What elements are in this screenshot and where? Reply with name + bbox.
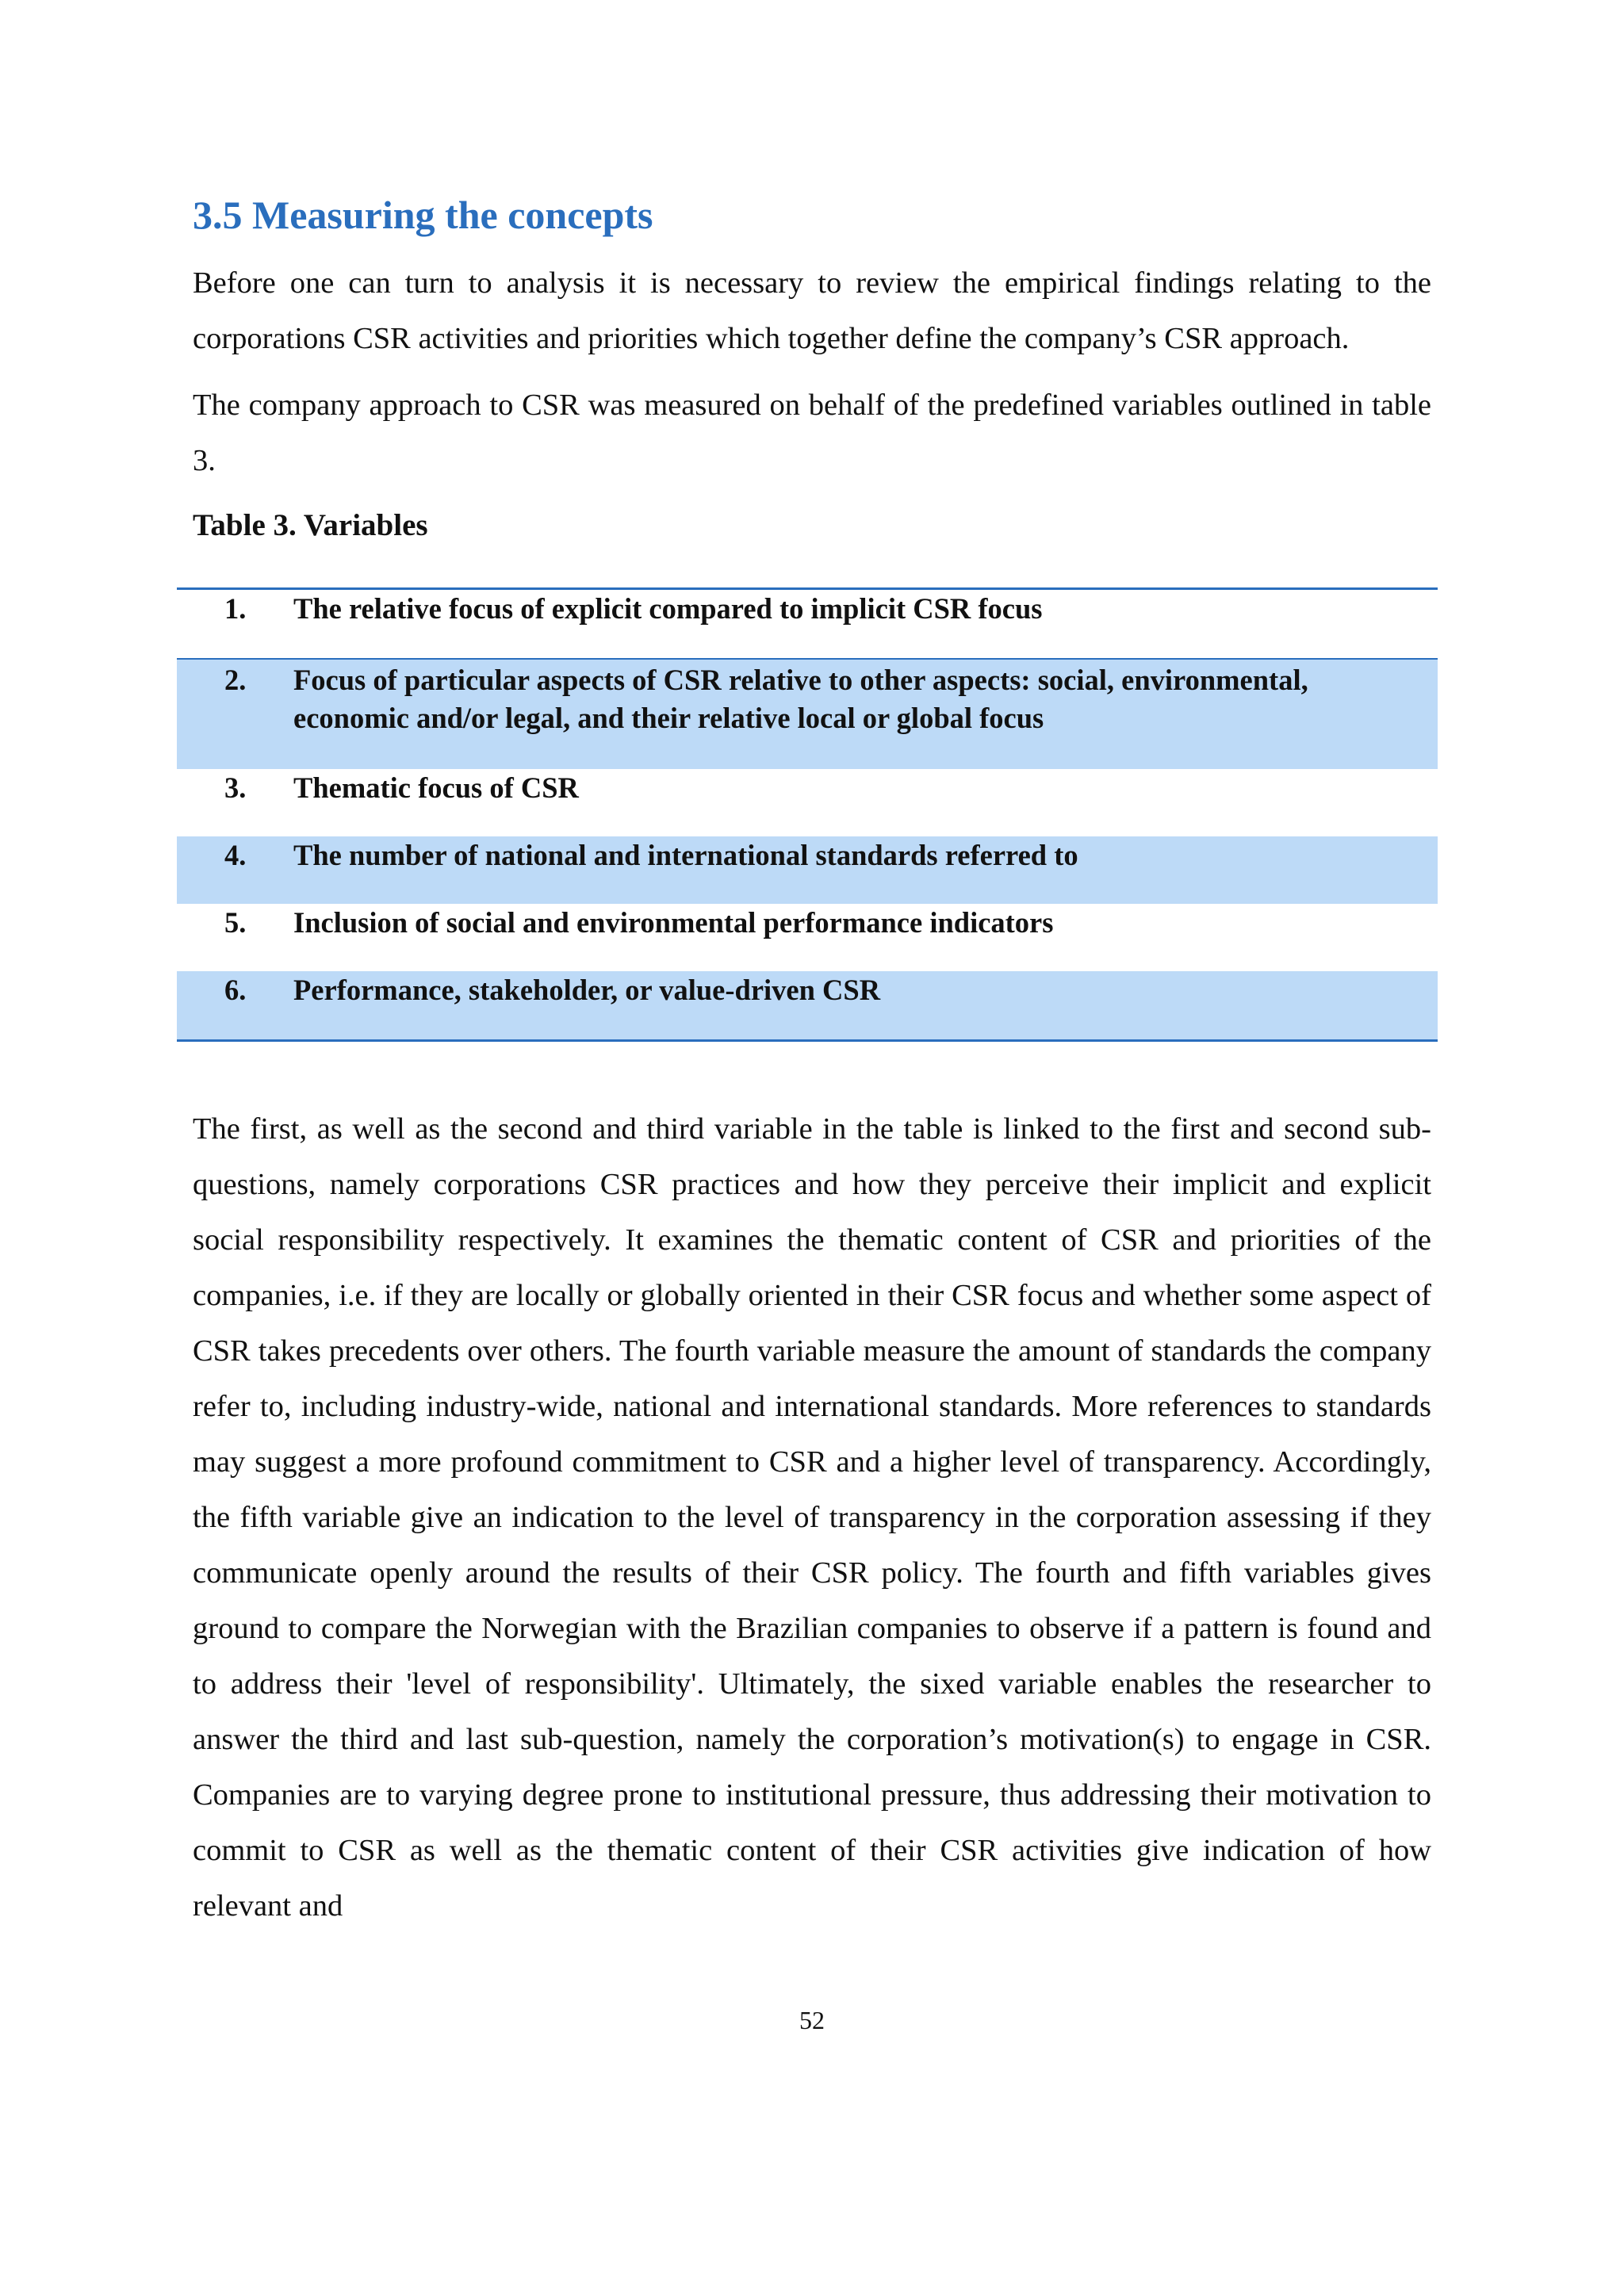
table-row bbox=[177, 904, 1438, 971]
row-number: 3. bbox=[224, 771, 247, 804]
row-text: The relative focus of explicit compared to implicit CSR focus bbox=[293, 592, 1043, 625]
page-number: 52 bbox=[799, 2006, 825, 2034]
table-row bbox=[177, 658, 1438, 769]
table-row bbox=[177, 836, 1438, 904]
row-text: Performance, stakeholder, or value-driven CSR bbox=[293, 974, 881, 1006]
row-number: 1. bbox=[224, 592, 247, 625]
row-number: 4. bbox=[224, 839, 247, 871]
table-row bbox=[177, 769, 1438, 836]
table-row bbox=[177, 590, 1438, 658]
row-text: Inclusion of social and environmental performance indicators bbox=[293, 906, 1054, 939]
table-caption: Table 3. Variables bbox=[193, 508, 428, 542]
row-text: The number of national and international standards referred to bbox=[293, 839, 1078, 871]
intro-paragraph-2: The company approach to CSR was measured on behalf of the predefined variables outlined in table 3. bbox=[193, 388, 1431, 477]
row-text: Thematic focus of CSR bbox=[293, 771, 579, 804]
row-text: Focus of particular aspects of CSR relative to other aspects: social, environmental, economic and/or legal, and their relative local or global focus bbox=[293, 664, 1308, 734]
variables-table bbox=[177, 587, 1438, 1042]
row-number: 6. bbox=[224, 974, 247, 1006]
body-paragraph: The first, as well as the second and third variable in the table is linked to the first and second sub-questions, namely corporations CSR practices and how they perceive their implicit and explicit social responsibility respectively. It examines the thematic content of CSR and priorities of the companies, i.e. if they are locally or globally oriented in their CSR focus and whether some aspect of CSR takes precedents over others. The fourth variable measure the amount of standards the company refer to, including industry-wide, national and international standards. More references to standards may suggest a more profound commitment to CSR and a higher level of transparency. Accordingly, the fifth variable give an indication to the level of transparency in the corporation assessing if they communicate openly around the results of their CSR policy. The fourth and fifth variables gives ground to compare the Norwegian with the Brazilian companies to observe if a pattern is found and to address their 'level of responsibility'. Ultimately, the sixed variable enables the researcher to answer the third and last sub-question, namely the corporation’s motivation(s) to engage in CSR. Companies are to varying degree prone to institutional pressure, thus addressing their motivation to commit to CSR as well as the thematic content of their CSR activities give indication of how relevant and bbox=[193, 1112, 1431, 1923]
table-row bbox=[177, 971, 1438, 1039]
intro-paragraph-1: Before one can turn to analysis it is necessary to review the empirical findings relating to the corporations CSR activities and priorities which together define the company’s CSR approach. bbox=[193, 266, 1431, 355]
row-number: 2. bbox=[224, 664, 247, 696]
section-heading: 3.5 Measuring the concepts bbox=[193, 193, 653, 237]
row-number: 5. bbox=[224, 906, 247, 939]
